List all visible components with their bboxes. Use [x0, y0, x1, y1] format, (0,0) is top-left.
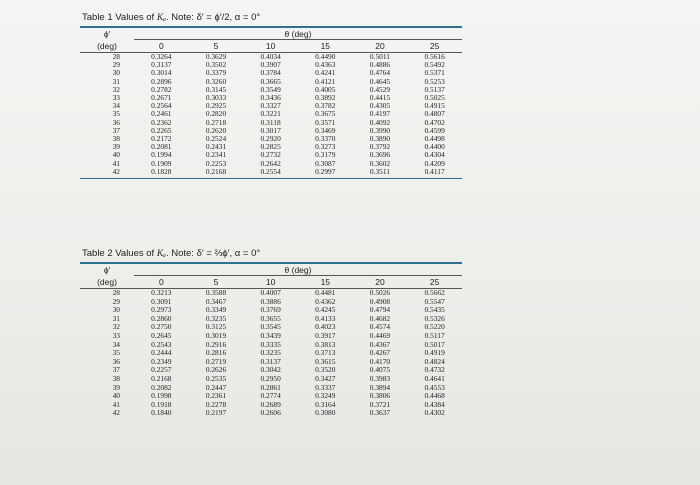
- table-cell: 0.4092: [369, 117, 391, 127]
- table-cell: 0.2543: [151, 339, 172, 349]
- table-cell: 0.2606: [260, 408, 281, 418]
- table-cell: 0.4197: [369, 109, 391, 119]
- table-cell: 0.4915: [424, 101, 445, 111]
- row-phi-value: 37: [112, 125, 120, 135]
- table-cell: 0.2916: [205, 339, 227, 349]
- table-cell: 0.3713: [315, 348, 336, 358]
- column-header: 25: [407, 40, 462, 53]
- table-cell: 0.4468: [424, 391, 445, 401]
- table-cell: 0.3033: [205, 93, 227, 103]
- table-cell: 0.3264: [151, 52, 172, 61]
- row-phi-value: 31: [112, 76, 120, 86]
- table-cell: 0.2950: [260, 373, 281, 383]
- table-cell: 0.2349: [151, 356, 172, 366]
- table-row: [80, 168, 462, 176]
- column-header: 0: [134, 40, 189, 53]
- table-cell: 0.4023: [315, 322, 336, 332]
- table-cell: 0.3335: [260, 339, 281, 349]
- table-cell: 0.3675: [315, 109, 336, 119]
- table-cell: 0.3273: [315, 142, 336, 152]
- table-cell: 0.3886: [260, 296, 281, 306]
- table-cell: 0.3890: [369, 134, 391, 144]
- table-cell: 0.4919: [424, 348, 445, 358]
- table-cell: 0.2671: [151, 93, 172, 103]
- table-cell: 0.3782: [315, 101, 336, 111]
- table-cell: 0.4133: [315, 313, 336, 323]
- table-cell: 0.5662: [424, 288, 445, 297]
- table-1-title: [74, 12, 462, 26]
- table-cell: 0.3721: [369, 399, 391, 409]
- table-2-column-headers: [80, 276, 462, 289]
- table-cell: 0.2997: [315, 166, 336, 176]
- table-cell: 0.4400: [424, 142, 445, 152]
- table-cell: 0.4645: [369, 76, 391, 86]
- table-cell: 0.3118: [260, 117, 281, 127]
- table-cell: 0.3439: [260, 330, 281, 340]
- table-cell: 0.3327: [260, 101, 281, 111]
- table-cell: 0.2168: [205, 166, 227, 176]
- table-cell: 0.2081: [151, 142, 172, 152]
- table-cell: 0.5137: [424, 84, 445, 94]
- table-2-title: [74, 248, 462, 262]
- table-cell: 0.4764: [369, 68, 391, 78]
- row-phi-value: 29: [112, 60, 120, 70]
- table-cell: 0.2626: [205, 365, 227, 375]
- row-phi-value: 32: [112, 322, 120, 332]
- row-phi-value: 42: [112, 408, 120, 418]
- table-cell: 0.2197: [205, 408, 227, 418]
- table-cell: 0.2444: [151, 348, 172, 358]
- table-cell: 0.2816: [205, 348, 227, 358]
- table-cell: 0.5220: [424, 322, 445, 332]
- table-cell: 0.3615: [315, 356, 336, 366]
- table-cell: 0.2689: [260, 399, 281, 409]
- table-cell: 0.2554: [260, 166, 281, 176]
- table-cell: 0.2825: [260, 142, 281, 152]
- table-cell: 0.4702: [424, 117, 445, 127]
- table-cell: 0.5117: [424, 330, 445, 340]
- table-2-title-symbol: Kₐ: [156, 249, 166, 259]
- table-cell: 0.3629: [205, 52, 227, 61]
- table-row: [80, 409, 462, 418]
- table-cell: 0.3235: [205, 313, 227, 323]
- row-phi-value: 28: [112, 288, 120, 297]
- table-cell: 0.4075: [369, 365, 391, 375]
- phi-header: ϕ′: [103, 28, 111, 39]
- column-header: 10: [243, 40, 298, 53]
- table-cell: 0.3520: [315, 365, 336, 375]
- table-cell: 0.3379: [205, 68, 227, 78]
- table-cell: 0.2341: [205, 150, 227, 160]
- column-header: 15: [298, 40, 353, 53]
- row-phi-value: 28: [112, 52, 120, 61]
- table-cell: 0.3696: [369, 150, 391, 160]
- table-cell: 0.4034: [260, 52, 281, 61]
- table-cell: 0.2820: [205, 109, 227, 119]
- table-cell: 0.2719: [205, 356, 227, 366]
- table-cell: 0.5492: [424, 60, 445, 70]
- table-cell: 0.3042: [260, 365, 281, 375]
- table-cell: 0.2973: [151, 305, 172, 315]
- table-cell: 0.4415: [369, 93, 391, 103]
- table-cell: 0.2082: [151, 382, 172, 392]
- table-cell: 0.4384: [424, 399, 445, 409]
- table-cell: 0.3502: [205, 60, 227, 70]
- table-cell: 0.2642: [260, 158, 281, 168]
- table-cell: 0.3337: [315, 382, 336, 392]
- table-cell: 0.3467: [205, 296, 227, 306]
- table-cell: 0.3792: [369, 142, 391, 152]
- table-cell: 0.2896: [151, 76, 172, 86]
- column-header: 15: [298, 276, 353, 289]
- table-cell: 0.2172: [151, 134, 172, 144]
- table-cell: 0.2361: [205, 391, 227, 401]
- table-cell: 0.2257: [151, 365, 172, 375]
- table-cell: 0.3813: [315, 339, 336, 349]
- table-cell: 0.2782: [151, 84, 172, 94]
- table-cell: 0.5326: [424, 313, 445, 323]
- table-cell: 0.2925: [205, 101, 227, 111]
- phi-header: ϕ′: [103, 264, 111, 275]
- row-phi-value: 38: [112, 373, 120, 383]
- table-cell: 0.3249: [315, 391, 336, 401]
- row-phi-value: 32: [112, 84, 120, 94]
- table-cell: 0.4121: [315, 76, 336, 86]
- table-cell: 0.3907: [260, 60, 281, 70]
- table-cell: 0.3549: [260, 84, 281, 94]
- deg-header: (deg): [80, 40, 134, 53]
- table-cell: 0.4209: [424, 158, 445, 168]
- table-cell: 0.4007: [260, 288, 281, 297]
- table-1-column-headers: [80, 40, 462, 53]
- row-phi-value: 33: [112, 93, 120, 103]
- row-phi-value: 41: [112, 158, 120, 168]
- row-phi-value: 29: [112, 296, 120, 306]
- table-cell: 0.1994: [151, 150, 172, 160]
- table-cell: 0.3137: [260, 356, 281, 366]
- table-cell: 0.5616: [424, 52, 445, 61]
- row-phi-value: 39: [112, 142, 120, 152]
- table-cell: 0.4304: [424, 150, 445, 160]
- table-cell: 0.3019: [205, 330, 227, 340]
- table-cell: 0.3637: [369, 408, 391, 418]
- table-cell: 0.3983: [369, 373, 391, 383]
- row-phi-value: 35: [112, 109, 120, 119]
- table-1: [80, 28, 462, 176]
- table-cell: 0.3080: [315, 408, 336, 418]
- table-cell: 0.4886: [369, 60, 391, 70]
- table-cell: 0.2860: [151, 313, 172, 323]
- table-cell: 0.2732: [260, 150, 281, 160]
- table-cell: 0.2362: [151, 117, 172, 127]
- column-header: 5: [189, 40, 244, 53]
- table-cell: 0.4241: [315, 68, 336, 78]
- table-cell: 0.3164: [315, 399, 336, 409]
- table-cell: 0.3806: [369, 391, 391, 401]
- table-cell: 0.5547: [424, 296, 445, 306]
- table-cell: 0.4490: [315, 52, 336, 61]
- table-cell: 0.2861: [260, 382, 281, 392]
- column-header: 20: [353, 276, 408, 289]
- table-cell: 0.2535: [205, 373, 227, 383]
- column-header: 5: [189, 276, 244, 289]
- table-cell: 0.4553: [424, 382, 445, 392]
- table-cell: 0.2564: [151, 101, 172, 111]
- table-cell: 0.1828: [151, 166, 172, 176]
- table-cell: 0.4824: [424, 356, 445, 366]
- table-cell: 0.2645: [151, 330, 172, 340]
- table-cell: 0.1909: [151, 158, 172, 168]
- deg-header: (deg): [80, 276, 134, 289]
- theta-header: θ (deg): [134, 264, 462, 276]
- column-header: 10: [243, 276, 298, 289]
- table-cell: 0.1998: [151, 391, 172, 401]
- table-2-block: [74, 248, 462, 418]
- table-cell: 0.2431: [205, 142, 227, 152]
- table-cell: 0.3894: [369, 382, 391, 392]
- row-phi-value: 30: [112, 68, 120, 78]
- column-header: 0: [134, 276, 189, 289]
- table-cell: 0.4529: [369, 84, 391, 94]
- table-2-body: [80, 289, 462, 418]
- row-phi-value: 35: [112, 348, 120, 358]
- table-cell: 0.3511: [369, 166, 390, 176]
- table-cell: 0.3137: [151, 60, 172, 70]
- table-cell: 0.4267: [369, 348, 391, 358]
- table-cell: 0.4682: [369, 313, 391, 323]
- table-cell: 0.3892: [315, 93, 336, 103]
- row-phi-value: 41: [112, 399, 120, 409]
- row-phi-value: 42: [112, 166, 120, 176]
- table-cell: 0.5026: [369, 288, 391, 297]
- table-cell: 0.3213: [151, 288, 172, 297]
- row-phi-value: 36: [112, 356, 120, 366]
- table-cell: 0.4170: [369, 356, 391, 366]
- table-1-title-note: . Note: δ′ = ϕ′/2, α = 0°: [165, 12, 261, 23]
- table-cell: 0.5017: [424, 339, 445, 349]
- theta-header: θ (deg): [134, 28, 462, 40]
- row-phi-value: 40: [112, 391, 120, 401]
- table-cell: 0.4469: [369, 330, 391, 340]
- table-cell: 0.3091: [151, 296, 172, 306]
- table-cell: 0.2920: [260, 134, 281, 144]
- table-cell: 0.2168: [151, 373, 172, 383]
- table-cell: 0.4367: [369, 339, 391, 349]
- table-cell: 0.3235: [260, 348, 281, 358]
- table-cell: 0.2750: [151, 322, 172, 332]
- table-cell: 0.2278: [205, 399, 227, 409]
- table-cell: 0.4005: [315, 84, 336, 94]
- row-phi-value: 37: [112, 365, 120, 375]
- table-cell: 0.4481: [315, 288, 336, 297]
- table-cell: 0.4794: [369, 305, 391, 315]
- table-1-title-text: Table 1 Values of: [82, 12, 157, 23]
- table-cell: 0.3665: [260, 76, 281, 86]
- table-cell: 0.3990: [369, 125, 391, 135]
- table-cell: 0.2524: [205, 134, 227, 144]
- table-cell: 0.3145: [205, 84, 227, 94]
- table-cell: 0.2774: [260, 391, 281, 401]
- column-header: 25: [407, 276, 462, 289]
- table-cell: 0.1840: [151, 408, 172, 418]
- table-1-body: [80, 53, 462, 177]
- table-cell: 0.4908: [369, 296, 391, 306]
- table-cell: 0.3602: [369, 158, 391, 168]
- table-cell: 0.4641: [424, 373, 445, 383]
- table-cell: 0.3655: [260, 313, 281, 323]
- table-1-block: [74, 12, 462, 179]
- table-cell: 0.2253: [205, 158, 227, 168]
- table-cell: 0.5435: [424, 305, 445, 315]
- table-cell: 0.4362: [315, 296, 336, 306]
- table-cell: 0.3014: [151, 68, 172, 78]
- table-cell: 0.3436: [260, 93, 281, 103]
- table-cell: 0.4807: [424, 109, 445, 119]
- table-cell: 0.4117: [424, 166, 445, 176]
- table-cell: 0.5371: [424, 68, 445, 78]
- row-phi-value: 34: [112, 101, 120, 111]
- row-phi-value: 39: [112, 382, 120, 392]
- table-cell: 0.4574: [369, 322, 391, 332]
- table-cell: 0.4305: [369, 101, 391, 111]
- table-cell: 0.3571: [315, 117, 336, 127]
- table-2-title-text: Table 2 Values of: [82, 248, 157, 259]
- column-header: 20: [353, 40, 408, 53]
- table-cell: 0.2265: [151, 125, 172, 135]
- table-cell: 0.3260: [205, 76, 227, 86]
- table-cell: 0.3221: [260, 109, 281, 119]
- table-cell: 0.2718: [205, 117, 227, 127]
- table-cell: 0.3469: [315, 125, 336, 135]
- table-1-title-symbol: Kₐ: [156, 13, 166, 23]
- row-phi-value: 36: [112, 117, 120, 127]
- table-1-bottom-rule: [80, 178, 462, 179]
- table-cell: 0.2447: [205, 382, 227, 392]
- table-cell: 0.4302: [424, 408, 445, 418]
- table-cell: 0.3125: [205, 322, 227, 332]
- table-cell: 0.3588: [205, 288, 227, 297]
- row-phi-value: 30: [112, 305, 120, 315]
- table-cell: 0.2461: [151, 109, 172, 119]
- table-cell: 0.5011: [369, 52, 390, 61]
- table-cell: 0.3917: [315, 330, 336, 340]
- table-2: [80, 264, 462, 418]
- table-cell: 0.5025: [424, 93, 445, 103]
- table-cell: 0.3427: [315, 373, 336, 383]
- table-cell: 0.4732: [424, 365, 445, 375]
- table-cell: 0.4498: [424, 134, 445, 144]
- table-cell: 0.4599: [424, 125, 445, 135]
- row-phi-value: 31: [112, 313, 120, 323]
- row-phi-value: 40: [112, 150, 120, 160]
- table-cell: 0.3370: [315, 134, 336, 144]
- row-phi-value: 38: [112, 134, 120, 144]
- table-cell: 0.2620: [205, 125, 227, 135]
- table-cell: 0.4363: [315, 60, 336, 70]
- table-2-title-note: . Note: δ′ = ⅔ϕ′, α = 0°: [165, 248, 261, 259]
- table-cell: 0.4245: [315, 305, 336, 315]
- table-cell: 0.5253: [424, 76, 445, 86]
- table-cell: 0.3179: [315, 150, 336, 160]
- table-cell: 0.3769: [260, 305, 281, 315]
- table-cell: 0.3784: [260, 68, 281, 78]
- table-cell: 0.3349: [205, 305, 227, 315]
- table-cell: 0.1918: [151, 399, 172, 409]
- table-cell: 0.3545: [260, 322, 281, 332]
- table-cell: 0.3017: [260, 125, 281, 135]
- row-phi-value: 34: [112, 339, 120, 349]
- table-cell: 0.3087: [315, 158, 336, 168]
- row-phi-value: 33: [112, 330, 120, 340]
